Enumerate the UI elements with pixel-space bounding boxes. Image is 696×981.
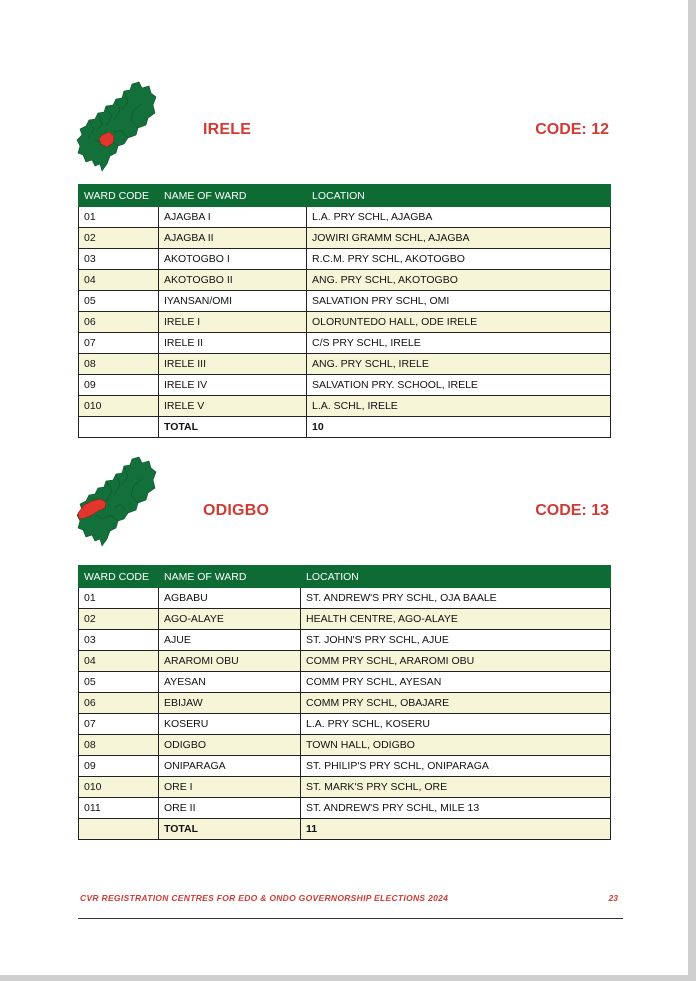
table-row <box>79 312 611 333</box>
location-cell: ST. JOHN'S PRY SCHL, AJUE <box>301 630 611 651</box>
lga-code: CODE: 13 <box>535 502 609 519</box>
ward-code-cell: 01 <box>79 588 159 609</box>
page-edge-shadow <box>688 0 696 981</box>
ward-name-cell: IRELE V <box>159 396 307 417</box>
location-cell: SALVATION PRY SCHL, OMI <box>307 291 611 312</box>
ward-table <box>78 565 611 840</box>
table-row <box>79 735 611 756</box>
table-row <box>79 588 611 609</box>
location-cell: L.A. PRY SCHL, AJAGBA <box>307 207 611 228</box>
lga-name: ODIGBO <box>203 502 270 519</box>
ward-name-cell: AGO-ALAYE <box>159 609 301 630</box>
location-cell: JOWIRI GRAMM SCHL, AJAGBA <box>307 228 611 249</box>
ward-code-cell: 03 <box>79 249 159 270</box>
empty-cell <box>79 417 159 438</box>
table-row <box>79 693 611 714</box>
ward-code-cell: 010 <box>79 777 159 798</box>
location-cell: L.A. SCHL, IRELE <box>307 396 611 417</box>
total-value: 11 <box>301 819 611 840</box>
location-cell: ST. ANDREW'S PRY SCHL, OJA BAALE <box>301 588 611 609</box>
table-header-row <box>79 185 611 207</box>
location-cell: ST. ANDREW'S PRY SCHL, MILE 13 <box>301 798 611 819</box>
state-map-icon <box>76 455 158 547</box>
footer-title: CVR REGISTRATION CENTRES FOR EDO & ONDO GOVERNORSHIP ELECTIONS 2024 <box>80 893 449 903</box>
column-header: WARD CODE <box>79 185 159 207</box>
column-header: LOCATION <box>307 185 611 207</box>
ward-name-cell: IRELE IV <box>159 375 307 396</box>
location-cell: R.C.M. PRY SCHL, AKOTOGBO <box>307 249 611 270</box>
total-label: TOTAL <box>159 417 307 438</box>
ward-name-cell: KOSERU <box>159 714 301 735</box>
location-cell: ANG. PRY SCHL, AKOTOGBO <box>307 270 611 291</box>
ward-code-cell: 03 <box>79 630 159 651</box>
page-edge-shadow <box>0 975 696 981</box>
table-row <box>79 756 611 777</box>
table-row <box>79 630 611 651</box>
ward-name-cell: EBIJAW <box>159 693 301 714</box>
location-cell: COMM PRY SCHL, OBAJARE <box>301 693 611 714</box>
location-cell: C/S PRY SCHL, IRELE <box>307 333 611 354</box>
ward-code-cell: 09 <box>79 375 159 396</box>
location-cell: COMM PRY SCHL, AYESAN <box>301 672 611 693</box>
table-row <box>79 207 611 228</box>
table-row <box>79 798 611 819</box>
table-row <box>79 714 611 735</box>
ward-name-cell: AGBABU <box>159 588 301 609</box>
ward-code-cell: 05 <box>79 291 159 312</box>
column-header: LOCATION <box>301 566 611 588</box>
ward-code-cell: 08 <box>79 735 159 756</box>
ward-code-cell: 06 <box>79 693 159 714</box>
location-cell: OLORUNTEDO HALL, ODE IRELE <box>307 312 611 333</box>
table-row <box>79 609 611 630</box>
location-cell: ANG. PRY SCHL, IRELE <box>307 354 611 375</box>
ward-name-cell: AJAGBA I <box>159 207 307 228</box>
location-cell: ST. PHILIP'S PRY SCHL, ONIPARAGA <box>301 756 611 777</box>
empty-cell <box>79 819 159 840</box>
column-header: WARD CODE <box>79 566 159 588</box>
table-row <box>79 672 611 693</box>
table-row <box>79 396 611 417</box>
ward-name-cell: ONIPARAGA <box>159 756 301 777</box>
ward-name-cell: ARAROMI OBU <box>159 651 301 672</box>
total-row <box>79 417 611 438</box>
total-label: TOTAL <box>159 819 301 840</box>
ward-name-cell: AKOTOGBO I <box>159 249 307 270</box>
location-cell: COMM PRY SCHL, ARAROMI OBU <box>301 651 611 672</box>
ward-code-cell: 01 <box>79 207 159 228</box>
ward-table <box>78 184 611 438</box>
ward-name-cell: ORE II <box>159 798 301 819</box>
ward-code-cell: 07 <box>79 333 159 354</box>
ward-name-cell: ODIGBO <box>159 735 301 756</box>
column-header: NAME OF WARD <box>159 185 307 207</box>
ward-code-cell: 05 <box>79 672 159 693</box>
ward-code-cell: 010 <box>79 396 159 417</box>
table-header-row <box>79 566 611 588</box>
location-cell: TOWN HALL, ODIGBO <box>301 735 611 756</box>
ward-name-cell: AJUE <box>159 630 301 651</box>
table-row <box>79 777 611 798</box>
ward-name-cell: IRELE III <box>159 354 307 375</box>
table-row <box>79 249 611 270</box>
ward-name-cell: IYANSAN/OMI <box>159 291 307 312</box>
ward-code-cell: 04 <box>79 270 159 291</box>
location-cell: L.A. PRY SCHL, KOSERU <box>301 714 611 735</box>
ward-name-cell: IRELE I <box>159 312 307 333</box>
ward-code-cell: 011 <box>79 798 159 819</box>
ward-name-cell: IRELE II <box>159 333 307 354</box>
lga-name: IRELE <box>203 121 252 138</box>
total-row <box>79 819 611 840</box>
table-row <box>79 270 611 291</box>
table-row <box>79 651 611 672</box>
ward-code-cell: 07 <box>79 714 159 735</box>
ward-code-cell: 08 <box>79 354 159 375</box>
table-row <box>79 291 611 312</box>
ward-code-cell: 02 <box>79 609 159 630</box>
ward-code-cell: 09 <box>79 756 159 777</box>
ward-name-cell: ORE I <box>159 777 301 798</box>
column-header: NAME OF WARD <box>159 566 301 588</box>
page-number: 23 <box>608 893 618 903</box>
ward-code-cell: 02 <box>79 228 159 249</box>
table-row <box>79 333 611 354</box>
table-row <box>79 354 611 375</box>
location-cell: SALVATION PRY. SCHOOL, IRELE <box>307 375 611 396</box>
table-row <box>79 375 611 396</box>
ward-name-cell: AKOTOGBO II <box>159 270 307 291</box>
footer-divider <box>78 918 623 919</box>
ward-code-cell: 04 <box>79 651 159 672</box>
ward-name-cell: AYESAN <box>159 672 301 693</box>
state-map-icon <box>76 80 158 172</box>
lga-code: CODE: 12 <box>535 121 609 138</box>
location-cell: ST. MARK'S PRY SCHL, ORE <box>301 777 611 798</box>
total-value: 10 <box>307 417 611 438</box>
ward-code-cell: 06 <box>79 312 159 333</box>
location-cell: HEALTH CENTRE, AGO-ALAYE <box>301 609 611 630</box>
table-row <box>79 228 611 249</box>
ward-name-cell: AJAGBA II <box>159 228 307 249</box>
